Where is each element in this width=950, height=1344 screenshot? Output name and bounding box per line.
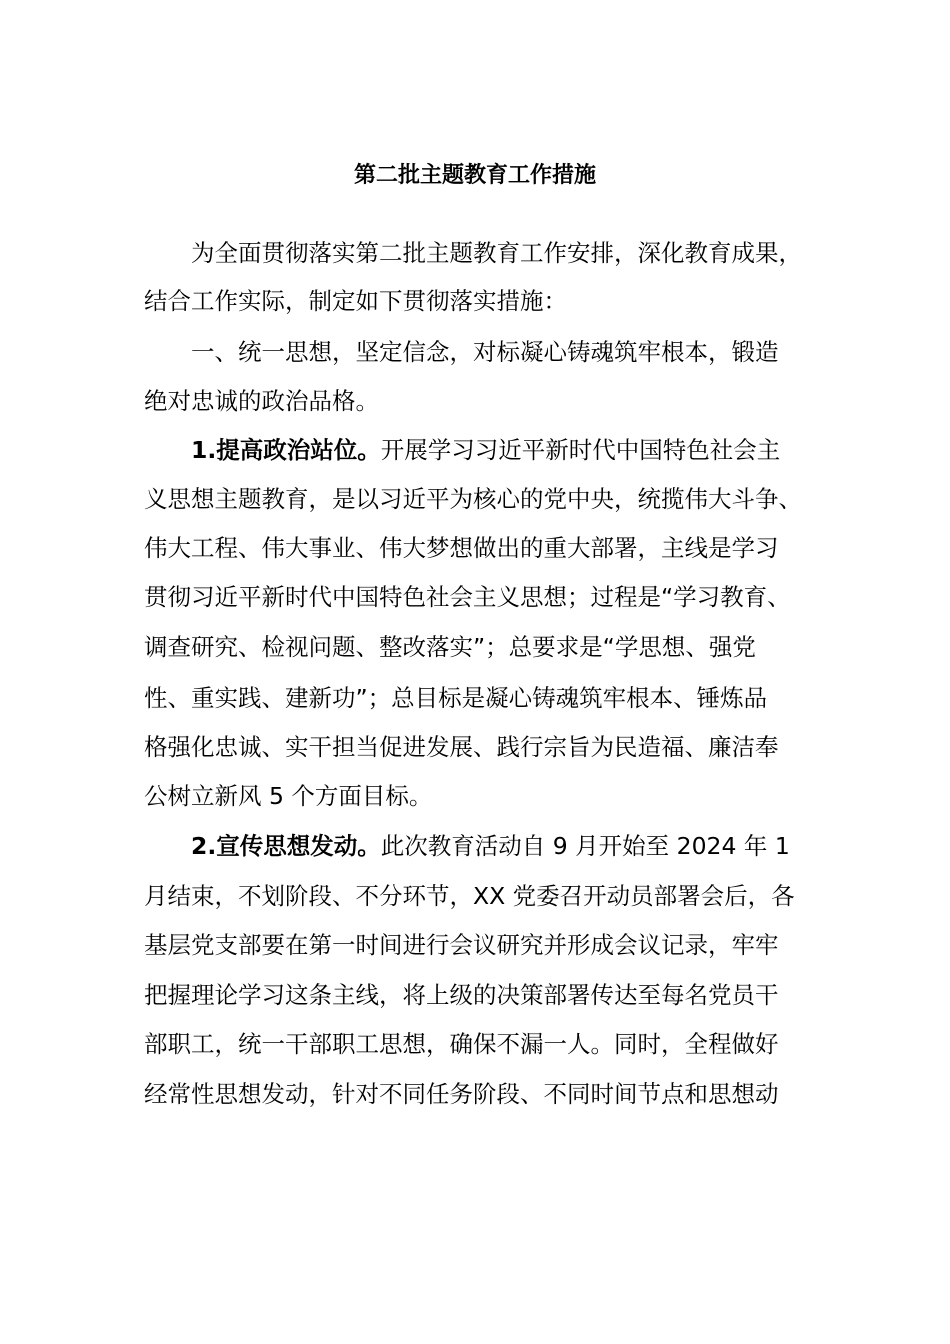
item-heading: 1.提高政治站位。 [144,436,381,464]
body-line: 贯彻习近平新时代中国特色社会主义思想；过程是“学习教育、 [144,583,791,611]
body-line: 性、重实践、建新功”；总目标是凝心铸魂筑牢根本、锤炼品 [144,684,768,712]
body-line: 一、统一思想，坚定信念，对标凝心铸魂筑牢根本，锻造 [144,338,779,366]
body-line: 基层党支部要在第一时间进行会议研究并形成会议记录，牢牢 [144,931,779,959]
body-line: 格强化忠诚、实干担当促进发展、践行宗旨为民造福、廉洁奉 [144,733,779,761]
document-title: 第二批主题教育工作措施 [353,163,596,188]
body-line: 2.宣传思想发动。此次教育活动自 9 月开始至 2024 年 1 [144,832,790,860]
body-line: 月结束，不划阶段、不分环节，XX 党委召开动员部署会后，各 [144,882,795,910]
body-line: 结合工作实际，制定如下贯彻落实措施： [144,287,567,315]
body-line: 1.提高政治站位。开展学习习近平新时代中国特色社会主 [144,436,781,464]
body-line: 调查研究、检视问题、整改落实”；总要求是“学思想、强党 [144,633,756,661]
body-line: 部职工，统一干部职工思想，确保不漏一人。同时，全程做好 [144,1030,779,1058]
body-line: 义思想主题教育，是以习近平为核心的党中央，统揽伟大斗争、 [144,485,802,513]
body-line: 经常性思想发动，针对不同任务阶段、不同时间节点和思想动 [144,1080,779,1108]
body-line: 为全面贯彻落实第二批主题教育工作安排，深化教育成果， [144,239,802,267]
body-line: 伟大工程、伟大事业、伟大梦想做出的重大部署，主线是学习 [144,534,779,562]
item-heading: 2.宣传思想发动。 [144,832,381,860]
body-line: 把握理论学习这条主线，将上级的决策部署传达至每名党员干 [144,981,779,1009]
body-line: 公树立新风 5 个方面目标。 [144,782,433,810]
body-line: 绝对忠诚的政治品格。 [144,387,379,415]
